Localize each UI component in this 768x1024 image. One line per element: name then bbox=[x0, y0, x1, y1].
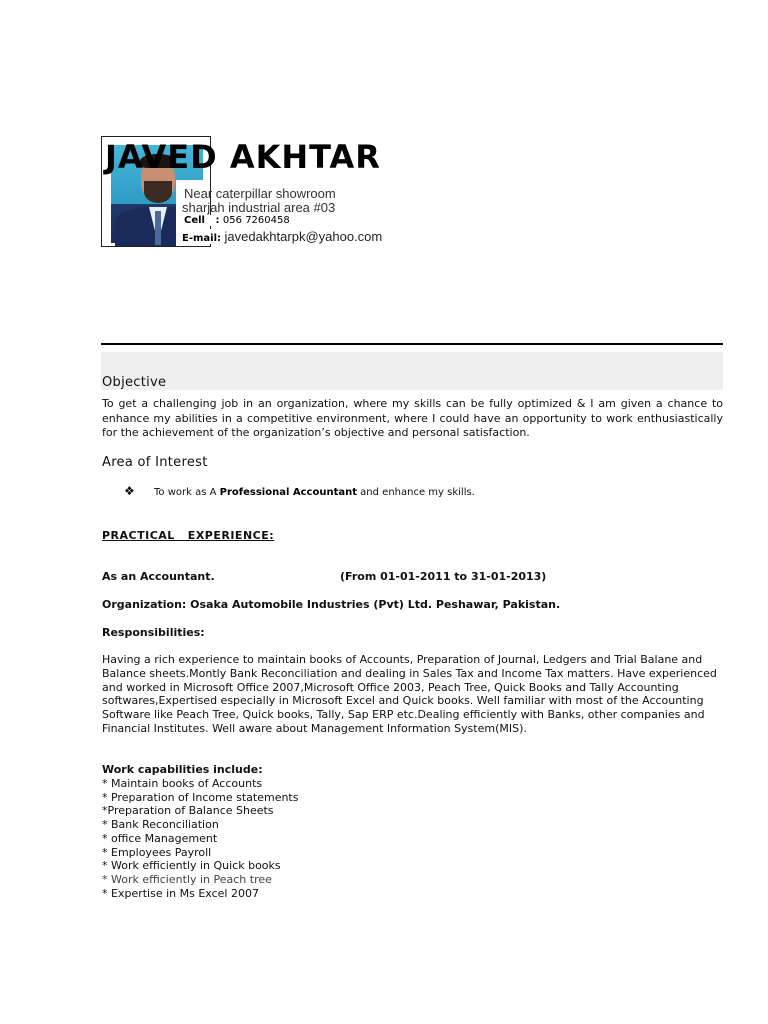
list-item: * Bank Reconciliation bbox=[102, 818, 219, 832]
interest-suffix: and enhance my skills. bbox=[357, 487, 475, 498]
interest-prefix: To work as A bbox=[154, 487, 220, 498]
responsibilities-heading: Responsibilities: bbox=[102, 626, 205, 639]
responsibilities-text: Having a rich experience to maintain books of Accounts, Preparation of Journal, Ledgers and Trial Balane and Balance sheets.Montly Bank Reconciliation and dealing in Sales Tax and Income Tax matters. Have experienced and worked in Microsoft Office 2007,Microsoft Office 2003, Peach Tree, Quick Books and Tally Accounting softwares,Expertised especially in Microsoft Excel and Quick books. Well familiar with most of the Accounting Software like Peach Tree, Quick books, Tally, Sap ERP etc.Dealing efficiently with Banks, other companies and Financial Institutes. Well aware about Management Information System(MIS). bbox=[102, 653, 717, 735]
cell-row bbox=[184, 215, 290, 226]
address-line-1: Near caterpillar showroom bbox=[184, 186, 336, 201]
list-item: * Expertise in Ms Excel 2007 bbox=[102, 886, 259, 900]
objective-band bbox=[101, 352, 723, 390]
list-item: * Work efficiently in Peach tree bbox=[102, 872, 272, 886]
email-row bbox=[182, 229, 382, 244]
capabilities-heading: Work capabilities include: bbox=[102, 763, 263, 776]
cell-value: 056 7260458 bbox=[222, 215, 290, 226]
cell-label: Cell bbox=[184, 215, 205, 226]
candidate-name: JAVED AKHTAR bbox=[105, 138, 381, 176]
capabilities-list bbox=[102, 777, 298, 900]
list-item: * Employees Payroll bbox=[102, 845, 212, 859]
interest-heading: Area of Interest bbox=[102, 455, 208, 470]
list-item: * Maintain books of Accounts bbox=[102, 777, 263, 790]
interest-bold: Professional Accountant bbox=[219, 487, 357, 498]
list-item: *Preparation of Balance Sheets bbox=[102, 804, 274, 818]
cell-separator: : bbox=[215, 215, 223, 226]
email-value: javedakhtarpk@yahoo.com bbox=[224, 229, 383, 244]
job-organization: Organization: Osaka Automobile Industries (Pvt) Ltd. Peshawar, Pakistan. bbox=[102, 598, 561, 611]
interest-item bbox=[154, 487, 475, 498]
job-role: As an Accountant. bbox=[102, 570, 215, 583]
photo-beard bbox=[144, 181, 172, 203]
objective-heading: Objective bbox=[102, 375, 167, 390]
photo-tie bbox=[155, 211, 161, 245]
job-dates: (From 01-01-2011 to 31-01-2013) bbox=[340, 570, 547, 583]
list-item: * office Management bbox=[102, 831, 218, 845]
practical-experience-heading: PRACTICAL EXPERIENCE: bbox=[102, 529, 275, 542]
email-label: E-mail: bbox=[182, 233, 222, 244]
header-divider bbox=[101, 343, 723, 345]
objective-text: To get a challenging job in an organization, where my skills can be fully optimized & I am given a chance to enhance my abilities in a competitive environment, where I could have an opportunity to work enthusiastically for the achievement of the organization’s objective and personal satisfaction. bbox=[102, 397, 723, 439]
address-line-2: sharjah industrial area #03 bbox=[182, 200, 336, 215]
list-item: * Preparation of Income statements bbox=[102, 790, 299, 804]
diamond-bullet-icon: ❖ bbox=[124, 484, 135, 498]
list-item: * Work efficiently in Quick books bbox=[102, 859, 281, 873]
